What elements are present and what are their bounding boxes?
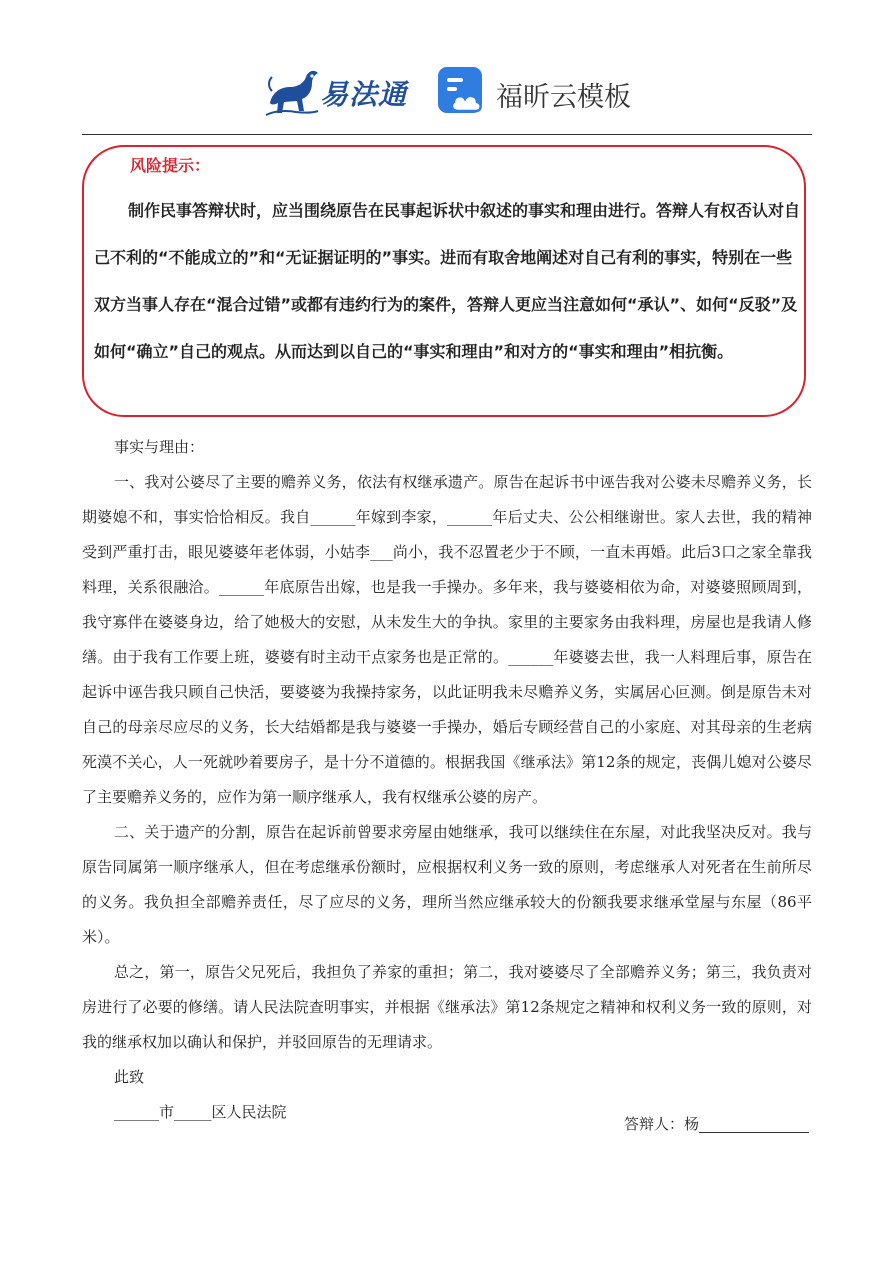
yifatong-logo (262, 63, 422, 123)
signature-line (624, 1107, 809, 1142)
paragraph-3: 总之，第一，原告父兄死后，我担负了养家的重担；第二，我对婆婆尽了全部赡养义务；第三，我负责对房进行了必要的修缮。请人民法院查明事实，并根据《继承法》第12条规定之精神和权利义务一致的原则，对我的继承权加以确认和保护，并驳回原告的无理请求。 (82, 963, 812, 1051)
signature-label: 答辩人：杨 (624, 1115, 700, 1133)
paragraph-1: 一、我对公婆尽了主要的赡养义务，依法有权继承遗产。原告在起诉书中诬告我对公婆未尽赡养义务，长期婆媳不和，事实恰恰相反。我自______年嫁到李家，______年后丈夫、公公相继谢世。家人去世，我的精神受到严重打击，眼见婆婆年老体弱，小姑李___尚小，我不忍置老少于不顾，一直未再婚。此后3口之家全靠我料理，关系很融洽。______年底原告出嫁，也是我一手操办。多年来，我与婆婆相依为命，对婆婆照顾周到，我守寡伴在婆婆身边，给了她极大的安慰，从未发生大的争执。家里的主要家务由我料理，房屋也是我请人修缮。由于我有工作要上班，婆婆有时主动干点家务也是正常的。______年婆婆去世，我一人料理后事，原告在起诉中诬告我只顾自己快活，要婆婆为我操持家务，以此证明我未尽赡养义务，实属居心叵测。倒是原告未对自己的母亲尽应尽的义务，长大结婚都是我与婆婆一手操办，婚后专顾经营自己的小家庭、对其母亲的生老病死漠不关心，人一死就吵着要房子，是十分不道德的。根据我国《继承法》第12条的规定，丧偶儿媳对公婆尽了主要赡养义务的，应作为第一顺序继承人，我有权继承公婆的房产。 (82, 473, 812, 806)
document-body (82, 430, 812, 1130)
yifatong-logo-text: 易法通 (320, 78, 408, 111)
risk-body: 制作民事答辩状时，应当围绕原告在民事起诉状中叙述的事实和理由进行。答辩人有权否认对自己不利的“不能成立的”和“无证据证明的”事实。进而有取舍地阐述对自己有利的事实，特别在一些双方当事人存在“混合过错”或都有违约行为的案件，答辩人更应当注意如何“承认”、如何“反驳”及如何“确立”自己的观点。从而达到以自己的“事实和理由”和对方的“事实和理由”相抗衡。 (94, 201, 801, 361)
risk-title: 风险提示： (130, 156, 211, 175)
fuxin-logo-text: 福昕云模板 (496, 82, 631, 113)
section-heading: 事实与理由： (114, 438, 205, 456)
salutation: 此致 (114, 1068, 145, 1086)
signature-blank (699, 1114, 809, 1133)
page-header (0, 55, 893, 125)
fuxin-logo (436, 65, 656, 121)
header-divider (82, 134, 812, 135)
qilin-emblem-icon (262, 63, 322, 121)
paragraph-2: 二、关于遗产的分割，原告在起诉前曾要求旁屋由她继承，我可以继续住在东屋，对此我坚决反对。我与原告同属第一顺序继承人，但在考虑继承份额时，应根据权利义务一致的原则，考虑继承人对死者在生前所尽的义务。我负担全部赡养责任，尽了应尽的义务，理所当然应继承较大的份额我要求继承堂屋与东屋（86平米）。 (82, 823, 812, 946)
risk-warning-box (82, 145, 806, 417)
court-addressee: ______市_____区人民法院 (114, 1103, 287, 1121)
cloud-document-icon (436, 65, 488, 117)
